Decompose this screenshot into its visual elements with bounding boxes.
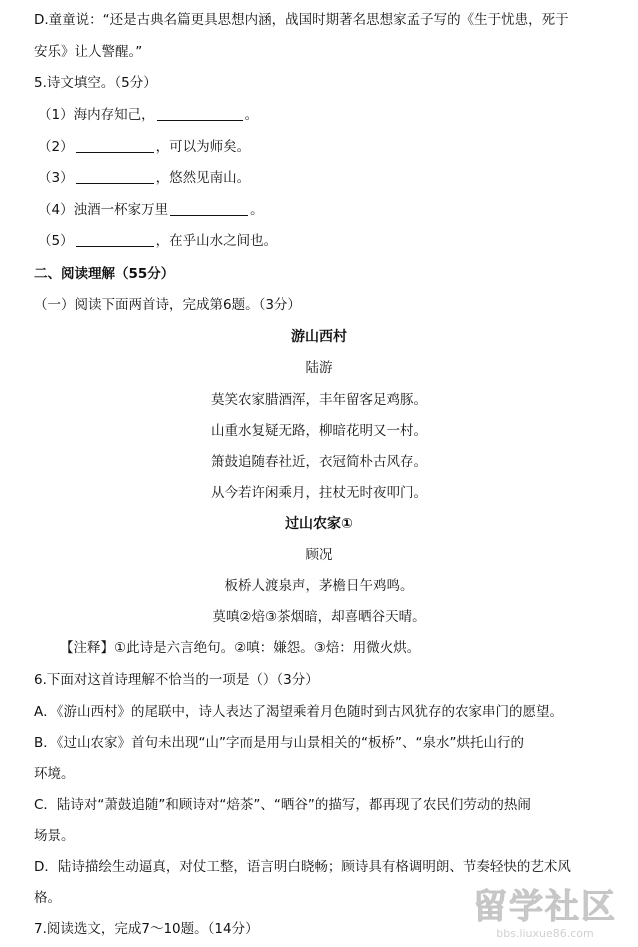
option-c-line-1: C．陆诗对“萧鼓追随”和顾诗对“焙茶”、“晒谷”的描写，都再现了农民们劳动的热闹 [34, 797, 531, 813]
fill-blank-1 [38, 105, 620, 125]
fill-blank-5-suffix: ，在乎山水之间也。 [155, 233, 278, 249]
fill-blank-5-prefix: （5） [38, 233, 74, 249]
answer-blank-5[interactable] [76, 232, 154, 247]
poem-1-line-4: 从今若许闲乘月，拄杖无时夜叩门。 [211, 485, 427, 501]
poem-2-author: 顾况 [305, 547, 333, 563]
question-6-heading: 6.下面对这首诗理解不恰当的一项是（）（3分） [34, 672, 319, 688]
poem-1-line-2: 山重水复疑无路，柳暗花明又一村。 [211, 423, 427, 439]
question-7-heading: 7.阅读选文，完成7～10题。（14分） [34, 921, 259, 937]
option-d-line-1: D.童童说：“还是古典名篇更具思想内涵，战国时期著名思想家孟子写的《生于忧患，死于 [34, 12, 569, 28]
poem-2-line-2: 莫嗔②焙③茶烟暗，却喜晒谷天晴。 [212, 609, 426, 625]
fill-blank-1-prefix: （1）海内存知己， [38, 107, 155, 123]
poem-1-title: 游山西村 [291, 329, 347, 345]
answer-blank-4[interactable] [170, 201, 248, 216]
watermark-logo: 留学社区 [473, 887, 617, 927]
option-d6-line-1: D．陆诗描绘生动逼真，对仗工整，语言明白晓畅；顾诗具有格调明朗、节奏轻快的艺术风 [34, 859, 571, 875]
fill-blank-3-suffix: ，悠然见南山。 [155, 170, 251, 186]
poem-1-line-3: 箫鼓追随春社近，衣冠简朴古风存。 [211, 454, 427, 470]
fill-blank-1-suffix: 。 [244, 107, 259, 123]
section-2-heading: 二、阅读理解（55分） [34, 266, 175, 282]
poem-1-author: 陆游 [305, 360, 333, 376]
annotation-note: 【注释】①此诗是六言绝句。②嗔：嫌怨。③焙：用微火烘。 [60, 640, 421, 656]
site-watermark [460, 887, 630, 945]
answer-blank-1[interactable] [157, 106, 243, 121]
fill-blank-3 [38, 168, 620, 188]
poem-1-line-1: 莫笑农家腊酒浑，丰年留客足鸡豚。 [211, 392, 427, 408]
fill-blank-4-prefix: （4）浊酒一杯家万里 [38, 202, 169, 218]
answer-blank-2[interactable] [76, 138, 154, 153]
fill-blank-2-prefix: （2） [38, 139, 74, 155]
poem-2-title: 过山农家① [285, 516, 353, 532]
option-a: A．《游山西村》的尾联中，诗人表达了渴望乘着月色随时到古风犹存的农家串门的愿望。 [34, 704, 563, 720]
watermark-url: bbs.liuxue86.com [496, 927, 594, 940]
option-b-line-1: B．《过山农家》首句未出现“山”字而是用与山景相关的“板桥”、“泉水”烘托山行的 [34, 735, 524, 751]
fill-blank-5 [38, 231, 620, 251]
option-d-line-2: 安乐》让人警醒。” [34, 44, 143, 60]
fill-blank-3-prefix: （3） [38, 170, 74, 186]
fill-blank-4-suffix: 。 [250, 202, 264, 218]
answer-blank-3[interactable] [76, 169, 154, 184]
fill-blank-4 [38, 200, 620, 220]
part-1-instructions: （一）阅读下面两首诗，完成第6题。（3分） [34, 297, 301, 313]
question-5-heading: 5.诗文填空。（5分） [34, 75, 157, 91]
fill-blank-2 [38, 137, 620, 157]
option-b-line-2: 环境。 [34, 766, 75, 782]
fill-blank-2-suffix: ，可以为师矣。 [155, 139, 251, 155]
option-c-line-2: 场景。 [34, 828, 75, 844]
poem-2-line-1: 板桥人渡泉声，茅檐日午鸡鸣。 [224, 578, 414, 594]
option-d6-line-2: 格。 [34, 890, 61, 906]
